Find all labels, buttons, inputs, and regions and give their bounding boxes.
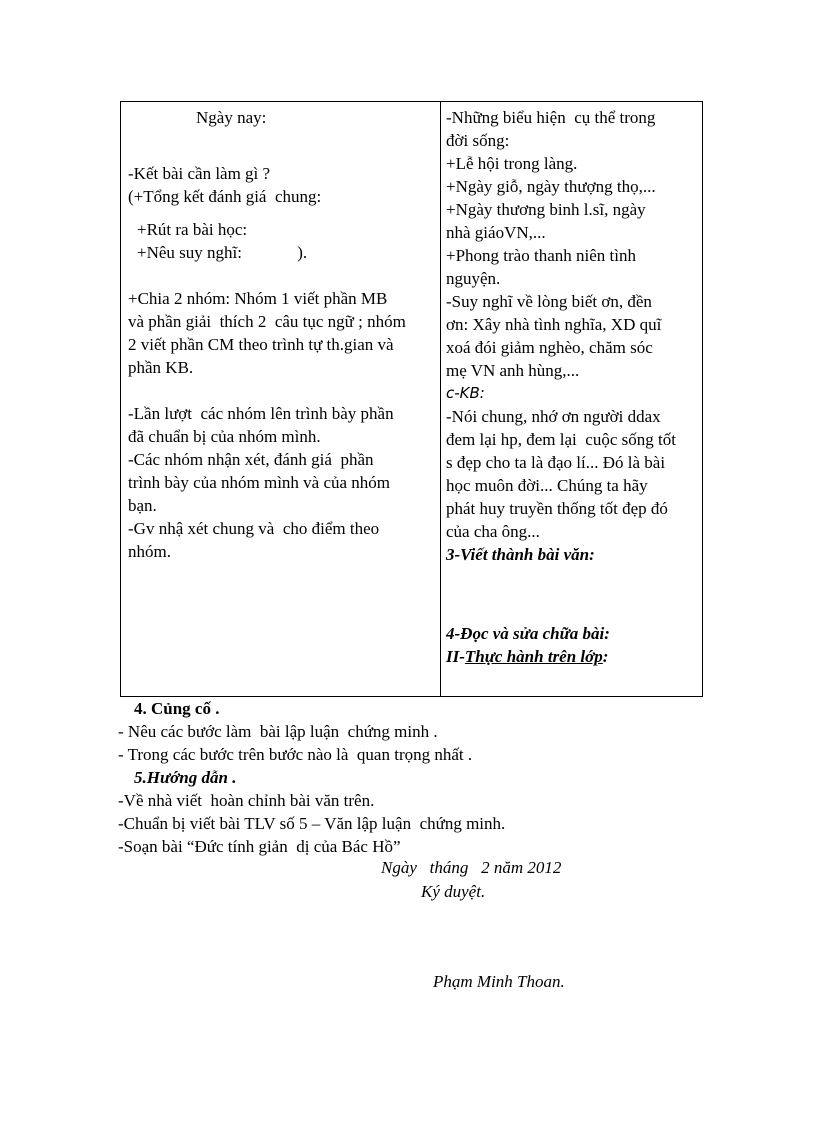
bieu-hien-line: +Ngày giỗ, ngày thượng thọ,... [446,177,656,196]
lan-luot-line: -Lần lượt các nhóm lên trình bày phần [128,404,394,423]
nhan-xet-line: trình bày của nhóm mình và của nhóm [128,473,391,492]
bieu-hien-line: mẹ VN anh hùng,... [446,361,580,380]
c-kb-heading: c-KB: [446,384,485,402]
bieu-hien-line: đời sống: [446,131,510,150]
noi-chung-line: học muôn đời... Chúng ta hãy [446,476,648,495]
nhan-xet-line: bạn. [128,496,157,515]
ngay-nay-label: Ngày nay: [196,108,267,127]
gv-line: nhóm. [128,542,171,561]
bieu-hien-line: ơn: Xây nhà tình nghĩa, XD quĩ [446,315,662,334]
signature-name: Phạm Minh Thoan. [433,972,565,991]
left-column [128,106,433,563]
chia-nhom-line: +Chia 2 nhóm: Nhóm 1 viết phần MB [128,289,388,308]
consolidation-item: - Trong các bước trên bước nào là quan trọng nhất . [118,745,473,764]
signature-approved: Ký duyệt. [421,882,486,901]
lan-luot-line: đã chuẩn bị của nhóm mình. [128,427,321,446]
thuc-hanh-text: Thực hành trên lớp [464,647,603,666]
bieu-hien-line: +Phong trào thanh niên tình [446,246,636,265]
noi-chung-line: phát huy truyền thống tốt đẹp đó [446,499,668,518]
lesson-table [120,101,703,697]
thuc-hanh-suffix: : [602,647,609,666]
bieu-hien-line: nguyện. [446,269,501,288]
bieu-hien-line: nhà giáoVN,... [446,223,546,242]
column-divider [440,102,441,696]
bieu-hien-line: -Những biểu hiện cụ thể trong [446,108,656,127]
noi-chung-line: s đẹp cho ta là đạo lí... Đó là bài [446,453,666,472]
after-table-section [118,697,505,858]
viet-thanh-heading: 3-Viết thành bài văn: [446,545,595,564]
consolidation-title: 4. Củng cố . [134,699,220,718]
rut-ra-line: +Rút ra bài học: [137,220,248,239]
neu-suy-nghi-line: +Nêu suy nghĩ: ). [137,243,308,262]
thuc-hanh-prefix: II- [446,647,465,666]
nhan-xet-line: -Các nhóm nhận xét, đánh giá phần [128,450,374,469]
gv-line: -Gv nhậ xét chung và cho điểm theo [128,519,380,538]
tong-ket-line: (+Tổng kết đánh giá chung: [128,187,322,206]
chia-nhom-line: và phần giải thích 2 câu tục ngữ ; nhóm [128,312,406,331]
ket-bai-question: -Kết bài cần làm gì ? [128,164,271,183]
guidance-item: -Soạn bài “Đức tính giản dị của Bác Hồ” [118,837,401,856]
noi-chung-line: -Nói chung, nhớ ơn người ddax [446,407,661,426]
guidance-title: 5.Hướng dẫn . [134,768,237,787]
consolidation-item: - Nêu các bước làm bài lập luận chứng minh . [118,722,438,741]
bieu-hien-line: -Suy nghĩ về lòng biết ơn, đền [446,292,652,311]
doc-sua-heading: 4-Đọc và sửa chữa bài: [446,624,610,643]
right-column [446,106,701,668]
chia-nhom-line: 2 viết phần CM theo trình tự th.gian và [128,335,394,354]
bieu-hien-line: +Lễ hội trong làng. [446,154,578,173]
guidance-item: -Chuẩn bị viết bài TLV số 5 – Văn lập luận chứng minh. [118,814,506,833]
chia-nhom-line: phần KB. [128,358,194,377]
signature-date: Ngày tháng 2 năm 2012 [381,858,562,877]
noi-chung-line: của cha ông... [446,522,540,541]
bieu-hien-line: xoá đói giảm nghèo, chăm sóc [446,338,653,357]
bieu-hien-line: +Ngày thương binh l.sĩ, ngày [446,200,646,219]
guidance-item: -Về nhà viết hoàn chỉnh bài văn trên. [118,791,375,810]
thuc-hanh-heading [446,645,701,668]
noi-chung-line: đem lại hp, đem lại cuộc sống tốt [446,430,676,449]
